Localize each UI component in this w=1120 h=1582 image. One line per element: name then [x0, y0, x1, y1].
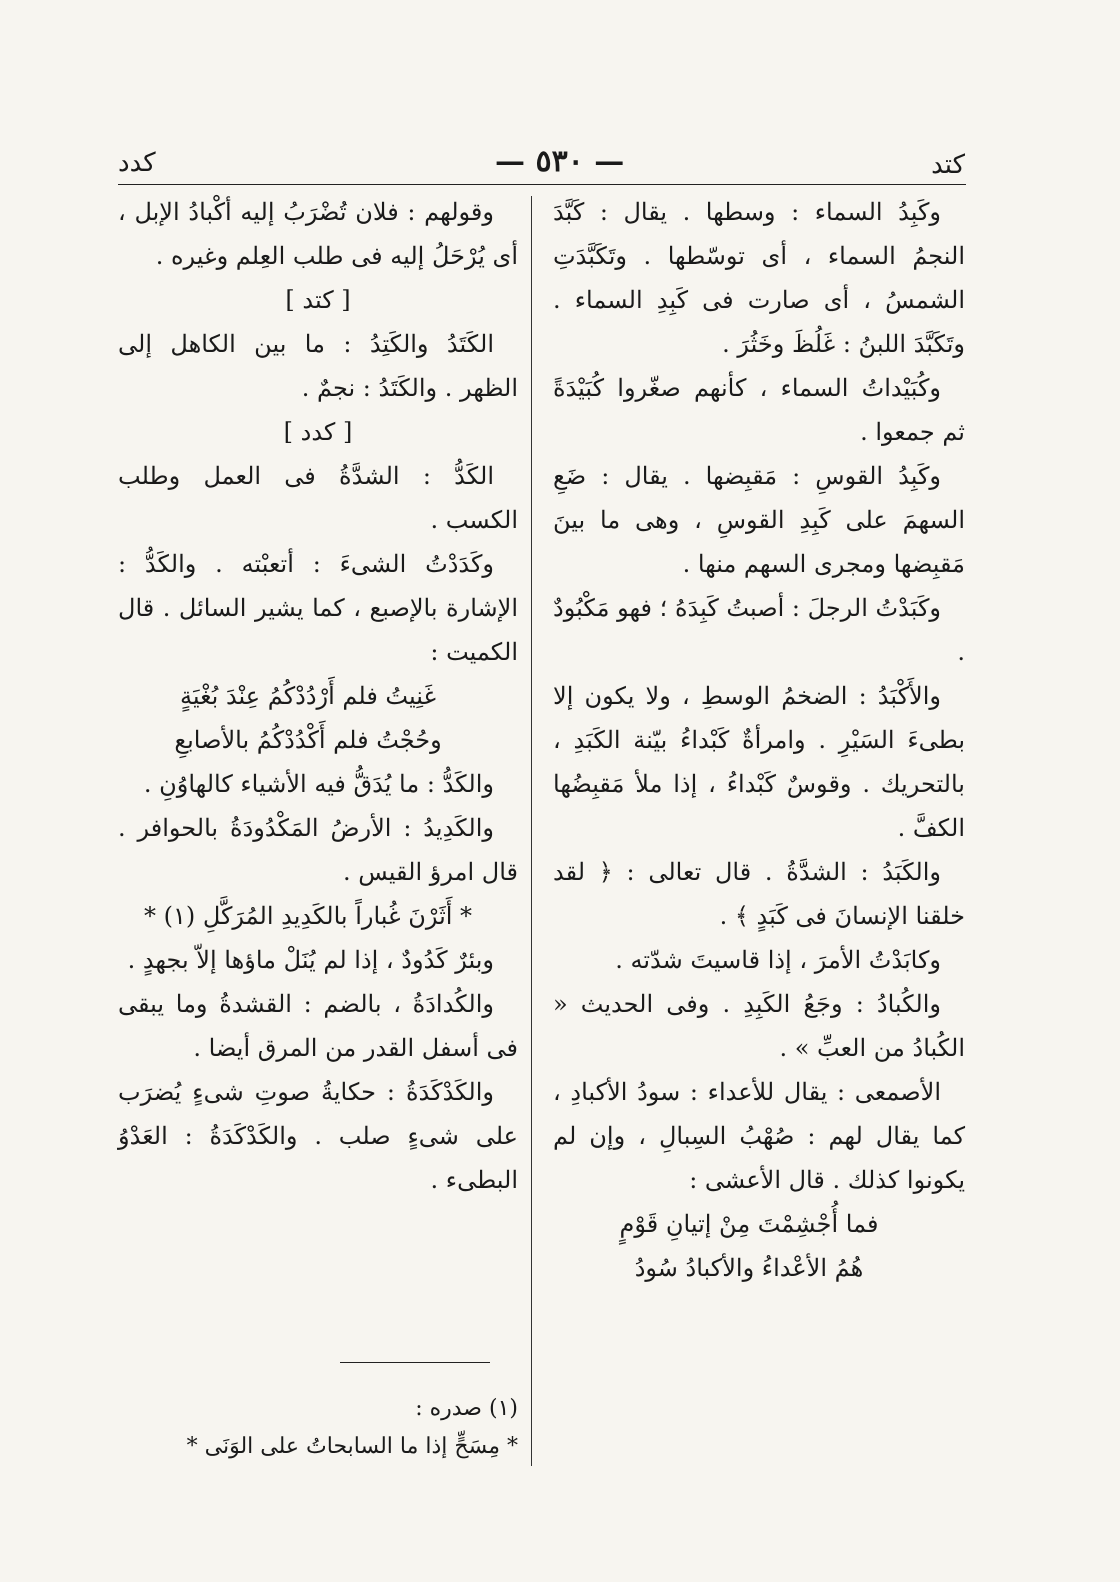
paragraph: والكُدادَةُ ، بالضم : القشدةُ وما يبقى فى أسفل القدر من المرق أيضا . [118, 990, 518, 1062]
paragraph: وكَبِدُ السماء : وسطها . يقال : كَبَّدَ النجمُ السماء ، أى توسّطها . وتَكَبَّدَتِ الشمسُ ، أى صارت فى كَبِدِ السماء . وتَكَبَّدَ اللبنُ : غَلُظَ وخَثُرَ . [553, 198, 965, 358]
paragraph: والكَدِيدُ : الأرضُ المَكْدُودَةُ بالحوافر . قال امرؤ القيس . [118, 814, 518, 886]
paragraph: وقولهم : فلان تُضْرَبُ إليه أكْبادُ الإبل ، أى يُرْحَلُ إليه فى طلب العِلم وغيره . [118, 198, 518, 270]
footnote-label: (١) صدره : [415, 1396, 518, 1421]
paragraph: والكَدْكَدَةُ : حكايةُ صوتِ شىءٍ يُضرَب على شىءٍ صلب . والكَدْكَدَةُ : العَدْوُ البطىء . [118, 1078, 518, 1194]
paragraph: وكُبَيْداتُ السماء ، كأنهم صغّروا كُبَيْدَةً ثم جمعوا . [553, 374, 965, 446]
paragraph: وبئرٌ كَدُودٌ ، إذا لم يُنَلْ ماؤها إلاّ بجهدٍ . [127, 946, 494, 974]
verse-line: * أَثَرْنَ غُباراً بالكَدِيدِ المُرَكَّلِ (١) * [143, 902, 473, 930]
entry-heading: [ كتد ] [285, 286, 351, 314]
header-left-word: كدد [118, 148, 156, 178]
verse-line: وحُجْتُ فلم أَكْدُدْكُمُ بالأصابعِ [174, 726, 442, 754]
paragraph: الكَتَدُ والكَتِدُ : ما بين الكاهل إلى الظهر . والكَتَدُ : نجمٌ . [118, 330, 518, 402]
verse-line: غَنِيتُ فلم أَرْدُدْكُمُ عِنْدَ بُغْيَةٍ [179, 682, 437, 710]
paragraph: والكُبادُ : وجَعُ الكَبِدِ . وفى الحديث « الكُبادُ من العبِّ » . [553, 990, 965, 1062]
left-column [118, 190, 518, 1202]
paragraph: وكَدَدْتُ الشىءَ : أتعبْته . والكَدُّ : الإشارة بالإصبع ، كما يشير السائل . قال الكميت : [118, 550, 518, 666]
footnote [118, 1390, 518, 1466]
paragraph: الأصمعى : يقال للأعداء : سودُ الأكبادِ ، كما يقال لهم : صُهْبُ السِبالِ ، وإن لم يكونوا كذلك . قال الأعشى : [553, 1078, 965, 1194]
paragraph: وكَبَدْتُ الرجلَ : أصبتُ كَبِدَهُ ؛ فهو مَكْبُودٌ . [553, 594, 965, 666]
page-number: — ٥٣٠ — [495, 144, 625, 179]
column-separator [531, 196, 532, 1466]
footnote-text: * مِسَحٍّ إذا ما السابحاتُ على الوَنَى * [186, 1434, 518, 1459]
verse-line: هُمُ الأعْداءُ والأكبادُ سُودُ [634, 1254, 864, 1282]
page-header [0, 140, 1120, 184]
paragraph: الكَدُّ : الشدَّةُ فى العمل وطلب الكسب . [118, 462, 518, 534]
paragraph: والكَدُّ : ما يُدَقُّ فيه الأشياء كالهاوُنِ . [143, 770, 494, 798]
paragraph: وكابَدْتُ الأمرَ ، إذا قاسيتَ شدّته . [615, 946, 941, 974]
header-right-word: كتد [931, 150, 965, 180]
footnote-rule [340, 1362, 490, 1363]
entry-heading: [ كدد ] [283, 418, 353, 446]
verse-line: فما أُجْشِمْتَ مِنْ إتيانِ قَوْمٍ [619, 1210, 879, 1238]
right-column [553, 190, 965, 1290]
paragraph: والأَكْبَدُ : الضخمُ الوسطِ ، ولا يكون إلا بطىءَ السَيْرِ . وامرأةٌ كَبْداءُ بيّنة الكَبَدِ ، بالتحريك . وقوسٌ كَبْداءُ ، إذا ملأ مَقبِضُها الكفَّ . [553, 682, 965, 842]
paragraph: وكَبِدُ القوسِ : مَقبِضها . يقال : ضَعِ السهمَ على كَبِدِ القوسِ ، وهى ما بينَ مَقبِضها ومجرى السهم منها . [553, 462, 965, 578]
header-rule [118, 184, 966, 185]
paragraph: والكَبَدُ : الشدَّةُ . قال تعالى : ﴿ لقد خلقنا الإنسانَ فى كَبَدٍ ﴾ . [553, 858, 965, 930]
